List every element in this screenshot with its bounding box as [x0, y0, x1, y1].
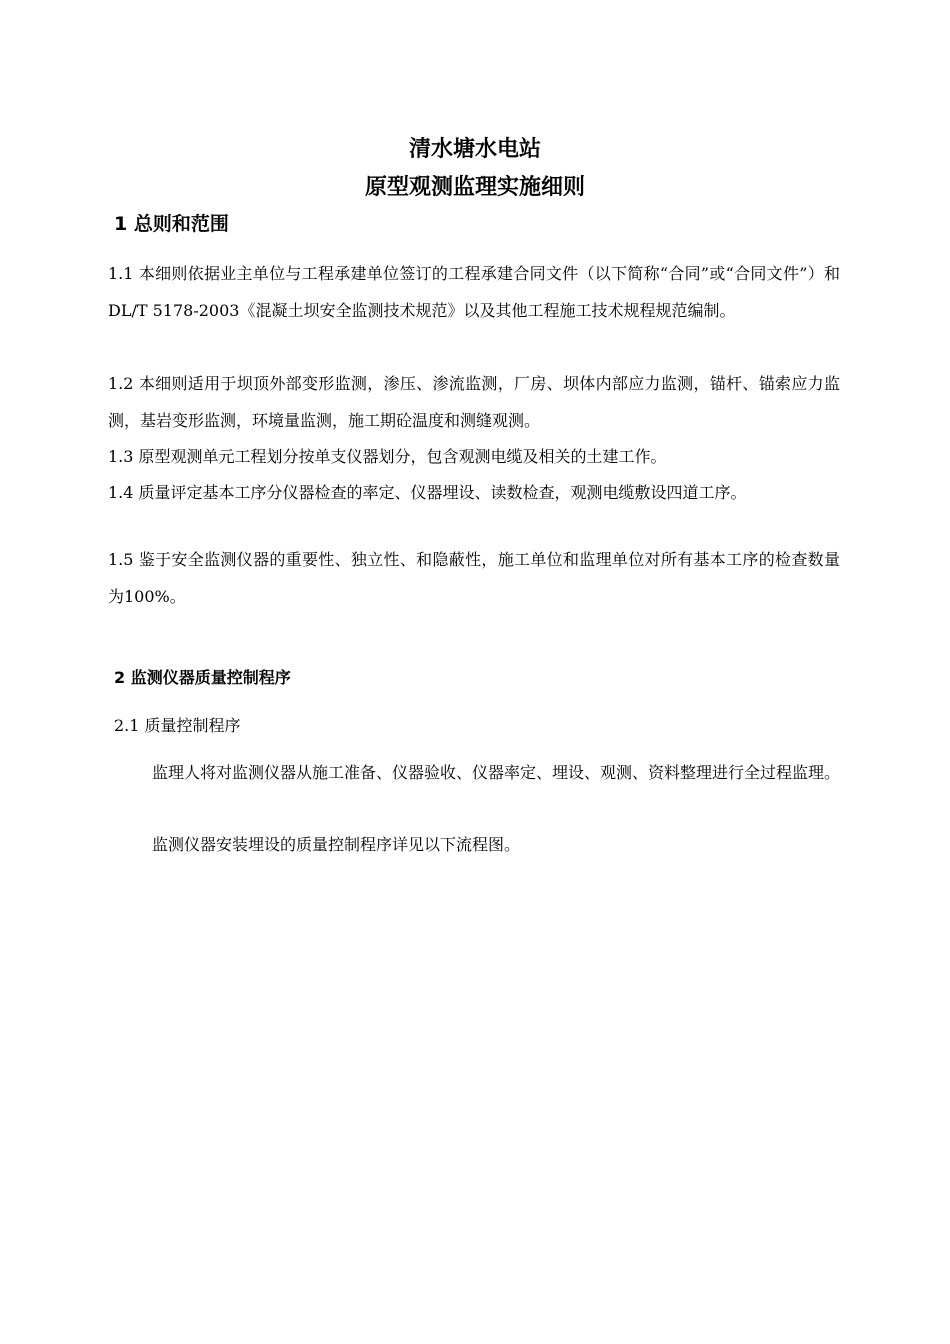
section1-paragraph-1-4: 1.4 质量评定基本工序分仪器检查的率定、仪器埋设、读数检查，观测电缆敷设四道工序。 — [108, 483, 747, 502]
document-title-line1: 清水塘水电站 — [408, 137, 541, 162]
section2-paragraph-1: 监理人将对监测仪器从施工准备、仪器验收、仪器率定、埋设、观测、资料整理进行全过程监理。 — [152, 763, 841, 782]
section1-heading: 1 总则和范围 — [114, 213, 229, 235]
section1-paragraph-1-1: 1.1 本细则依据业主单位与工程承建单位签订的工程承建合同文件（以下简称“合同”或“合同文件”）和DL/T 5178-2003《混凝土坝安全监测技术规范》以及其他工程施工技术规程规范编制。 — [108, 264, 840, 320]
section2-heading: 2 监测仪器质量控制程序 — [114, 668, 291, 687]
section1-paragraph-1-2: 1.2 本细则适用于坝顶外部变形监测，渗压、渗流监测，厂房、坝体内部应力监测，锚杆、锚索应力监测，基岩变形监测，环境量监测，施工期砼温度和测缝观测。 — [108, 374, 840, 430]
section2-subheading: 2.1 质量控制程序 — [114, 716, 241, 735]
section2-paragraph-2: 监测仪器安装埋设的质量控制程序详见以下流程图。 — [152, 835, 521, 854]
document-title-line2: 原型观测监理实施细则 — [364, 175, 585, 200]
section1-paragraph-1-5: 1.5 鉴于安全监测仪器的重要性、独立性、和隐蔽性，施工单位和监理单位对所有基本工序的检查数量为100%。 — [108, 550, 840, 606]
section1-paragraph-1-3: 1.3 原型观测单元工程划分按单支仪器划分，包含观测电缆及相关的土建工作。 — [108, 447, 667, 466]
